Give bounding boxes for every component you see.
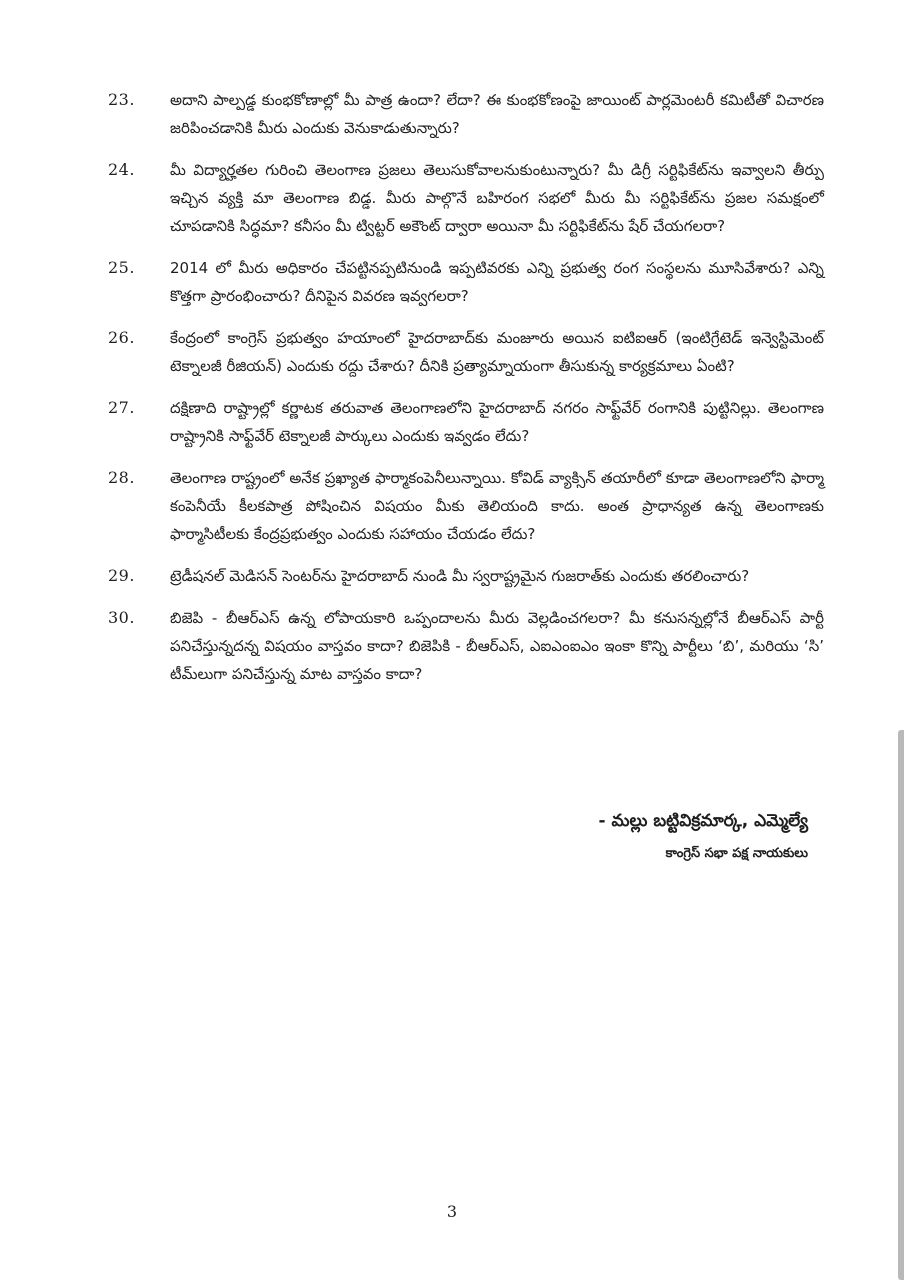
question-number: 27. xyxy=(108,398,135,417)
question-text: ట్రెడీషనల్ మెడిసన్ సెంటర్‌ను హైదరాబాద్ నుండి మీ స్వరాష్ట్రమైన గుజరాత్‌కు ఎందుకు తరలించారు? xyxy=(170,567,750,585)
signature-block xyxy=(599,806,808,866)
question-number: 30. xyxy=(108,608,135,627)
question-item xyxy=(108,562,824,590)
scrollbar-thumb[interactable] xyxy=(898,730,904,1280)
question-item xyxy=(108,604,824,688)
signatory-name: - మల్లు బట్టివిక్రమార్క, ఎమ్మెల్యే xyxy=(598,811,808,831)
question-item xyxy=(108,394,824,450)
question-text: 2014 లో మీరు అధికారం చేపట్టినప్పటినుండి ఇప్పటివరకు ఎన్ని ప్రభుత్వ రంగ సంస్థలను మూసివేశారు? ఎన్ని కొత్తగా ప్రారంభించారు? దీనిపైన వివరణ ఇవ్వగలరా? xyxy=(170,259,824,305)
signatory-role: కాంగ్రెస్ సభా పక్ష నాయకులు xyxy=(665,846,808,861)
question-item xyxy=(108,464,824,548)
question-number: 24. xyxy=(108,160,135,179)
page-number: 3 xyxy=(446,1202,458,1221)
question-number: 29. xyxy=(108,566,135,585)
question-item xyxy=(108,254,824,310)
question-number: 25. xyxy=(108,258,135,277)
question-item xyxy=(108,86,824,142)
question-text: దక్షిణాది రాష్ట్రాల్లో కర్ణాటక తరువాత తెలంగాణలోని హైదరాబాద్ నగరం సాఫ్ట్‌వేర్ రంగానికి పుట్టినిల్లు. తెలంగాణ రాష్ట్రానికి సాఫ్ట్‌వేర్ టెక్నాలజీ పార్కులు ఎందుకు ఇవ్వడం లేదు? xyxy=(170,399,824,445)
question-text: తెలంగాణ రాష్ట్రంలో అనేక ప్రఖ్యాత ఫార్మాకంపెనీలున్నాయి. కోవిడ్ వ్యాక్సిన్ తయారీలో కూడా తెలంగాణలోని ఫార్మా కంపెనీయే కీలకపాత్ర పోషించిన విషయం మీకు తెలియంది కాదు. అంత ప్రాధాన్యత ఉన్న తెలంగాణకు ఫార్మాసిటీలకు కేంద్రప్రభుత్వం ఎందుకు సహాయం చేయడం లేదు? xyxy=(170,469,824,543)
question-item xyxy=(108,324,824,380)
question-number: 26. xyxy=(108,328,135,347)
question-number: 23. xyxy=(108,90,135,109)
question-text: బిజెపి - బీఆర్ఎస్ ఉన్న లోపాయకారి ఒప్పందాలను మీరు వెల్లడించగలరా? మీ కనుసన్నల్లోనే బీఆర్ఎస్ పార్టీ పనిచేస్తున్నదన్న విషయం వాస్తవం కాదా? బిజెపికి - బీఆర్ఎస్, ఎఐఎంఐఎం ఇంకా కొన్ని పార్టీలు ‘బి’, మరియు ‘సి’ టీమ్‌లుగా పనిచేస్తున్న మాట వాస్తవం కాదా? xyxy=(170,609,824,683)
question-text: అదాని పాల్పడ్డ కుంభకోణాల్లో మీ పాత్ర ఉందా? లేదా? ఈ కుంభకోణంపై జాయింట్ పార్లమెంటరీ కమిటీతో విచారణ జరిపించడానికి మీరు ఎందుకు వెనుకాడుతున్నారు? xyxy=(170,91,824,137)
question-item xyxy=(108,156,824,240)
question-list xyxy=(108,86,824,702)
question-text: మీ విద్యార్హతల గురించి తెలంగాణ ప్రజలు తెలుసుకోవాలనుకుంటున్నారు? మీ డిగ్రీ సర్టిఫికేట్‌ను ఇవ్వాలని తీర్పు ఇచ్చిన వ్యక్తి మా తెలంగాణ బిడ్డ. మీరు పాల్గొనే బహిరంగ సభలో మీరు మీ సర్టిఫికేట్‌ను ప్రజల సమక్షంలో చూపడానికి సిద్ధమా? కనీసం మీ ట్విట్టర్ అకౌంట్ ద్వారా అయినా మీ సర్టిఫికేట్‌ను షేర్ చేయగలరా? xyxy=(170,161,824,235)
question-text: కేంద్రంలో కాంగ్రెస్ ప్రభుత్వం హయాంలో హైదరాబాద్‌కు మంజూరు అయిన ఐటిఐఆర్ (ఇంటిగ్రేటెడ్ ఇన్వెస్టిమెంట్ టెక్నాలజీ రీజియన్) ఎందుకు రద్దు చేశారు? దీనికి ప్రత్యామ్నాయంగా తీసుకున్న కార్యక్రమాలు ఏంటి? xyxy=(170,329,824,375)
question-number: 28. xyxy=(108,468,135,487)
